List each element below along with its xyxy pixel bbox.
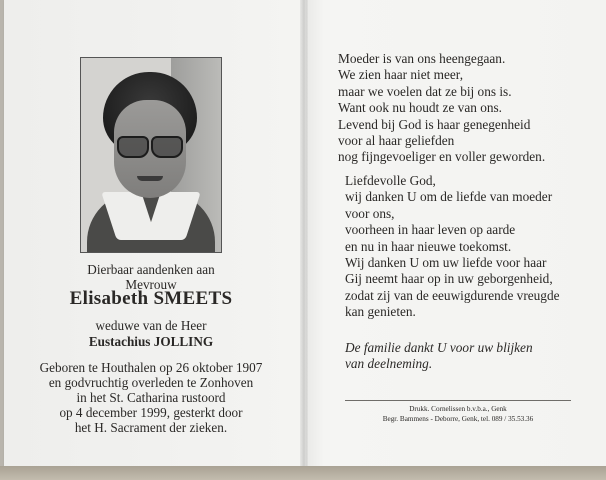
- poem-line: Moeder is van ons heengegaan.: [338, 51, 506, 66]
- poem-line: Want ook nu houdt ze van ons.: [338, 100, 503, 116]
- prayer-line: wij danken U om de liefde van moeder: [345, 189, 553, 205]
- prayer-stanza: [345, 173, 560, 321]
- printer-credit: Drukk. Cornelissen b.v.b.a., Genk: [409, 405, 507, 413]
- intro-line-1: Dierbaar aandenken aan: [87, 262, 215, 277]
- detail-line: het H. Sacrament der zieken.: [74, 420, 228, 435]
- detail-line: en godvruchtig overleden te Zonhoven: [48, 375, 254, 390]
- poem-line: Levend bij God is haar genegenheid: [338, 116, 531, 132]
- detail-line: Geboren te Houthalen op 26 oktober 1907: [39, 360, 263, 375]
- intro-line-2: Mevrouw: [125, 277, 177, 292]
- prayer-line: en nu in haar nieuwe toekomst.: [345, 238, 512, 254]
- detail-line: in het St. Catharina rustoord: [76, 390, 226, 405]
- first-name: Elisabeth: [69, 288, 149, 309]
- thanks-line: van deelneming.: [345, 356, 433, 372]
- prayer-line: zodat zij van de eeuwigdurende vreugde: [345, 287, 560, 303]
- prayer-line: Gij neemt haar op in uw geborgenheid,: [345, 271, 553, 287]
- poem-line: We zien haar niet meer,: [338, 67, 464, 83]
- undertaker-credit: Begr. Bammens - Deborre, Genk, tel. 089 / 35.53.36: [382, 415, 534, 423]
- prayer-line: kan genieten.: [345, 304, 416, 320]
- widow-line: weduwe van de Heer: [95, 318, 207, 333]
- poem-line: voor al haar geliefden: [338, 132, 455, 148]
- husband-name: Eustachius JOLLING: [88, 334, 214, 349]
- portrait-smile: [137, 176, 163, 181]
- portrait-photo: [80, 57, 222, 253]
- thanks-line: De familie dankt U voor uw blijken: [345, 340, 533, 355]
- family-thanks: [345, 340, 533, 373]
- deceased-name: [0, 288, 302, 310]
- poem-stanza-1: [338, 51, 545, 166]
- portrait-glasses: [117, 136, 183, 156]
- poem-line: nog fijngevoeliger en voller geworden.: [338, 149, 546, 165]
- prayer-line: voorheen in haar leven op aarde: [345, 222, 516, 238]
- prayer-line: Wij danken U om uw liefde voor haar: [345, 254, 547, 270]
- prayer-line: Liefdevolle God,: [345, 173, 436, 188]
- divider-line: [345, 400, 571, 401]
- table-surface: [0, 466, 606, 480]
- detail-line: op 4 december 1999, gesterkt door: [59, 405, 243, 420]
- poem-line: maar we voelen dat ze bij ons is.: [338, 83, 512, 99]
- last-name: SMEETS: [153, 288, 233, 309]
- prayer-line: voor ons,: [345, 205, 395, 221]
